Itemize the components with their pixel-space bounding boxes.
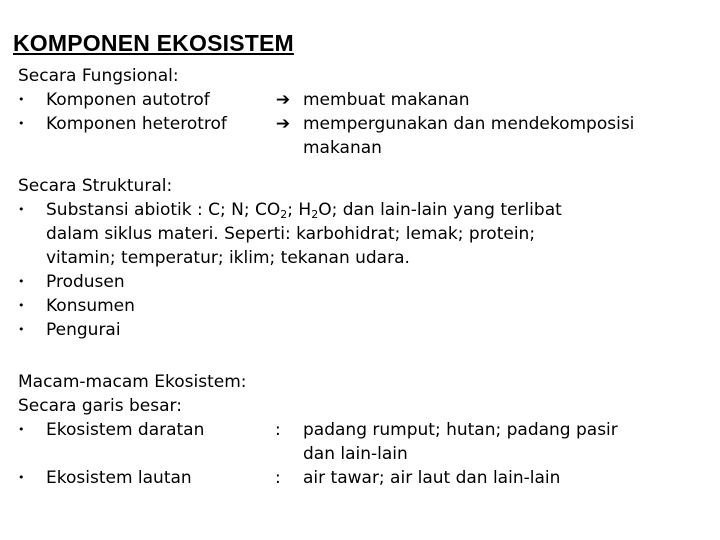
- section-heading: Macam-macam Ekosistem:: [18, 372, 247, 392]
- subscript: 2: [280, 208, 288, 221]
- item-description-line2: makanan: [303, 138, 382, 158]
- list-item-pengurai: [18, 318, 708, 342]
- item-label: Konsumen: [46, 296, 135, 316]
- item-label: Komponen autotrof: [46, 90, 210, 110]
- slide-title: KOMPONEN EKOSISTEM: [13, 30, 294, 56]
- item-label: Komponen heterotrof: [46, 114, 227, 134]
- abiotik-line2: dalam siklus materi. Seperti: karbohidrat; lemak; protein;: [46, 224, 536, 244]
- abiotik-text-mid: ; H: [287, 200, 312, 220]
- list-item-abiotik: [18, 198, 708, 222]
- section-struktural: [18, 174, 708, 342]
- list-item-lautan: [18, 466, 708, 490]
- bullet-icon: •: [18, 323, 25, 336]
- bullet-icon: •: [18, 275, 25, 288]
- item-label: Pengurai: [46, 320, 121, 340]
- separator-colon: :: [275, 468, 281, 488]
- bullet-icon: •: [18, 203, 25, 216]
- subscript: 2: [311, 208, 319, 221]
- bullet-icon: •: [18, 471, 25, 484]
- bullet-icon: •: [18, 423, 25, 436]
- list-item-konsumen: [18, 294, 708, 318]
- item-label: Produsen: [46, 272, 125, 292]
- abiotik-continuation: [18, 246, 708, 270]
- bullet-icon: •: [18, 299, 25, 312]
- section-heading: Secara Fungsional:: [18, 66, 179, 86]
- item-description: membuat makanan: [303, 90, 470, 110]
- list-item-produsen: [18, 270, 708, 294]
- bullet-icon: •: [18, 117, 25, 130]
- abiotik-continuation: [18, 222, 708, 246]
- arrow-right-icon: ➔: [275, 90, 291, 110]
- item-label: Ekosistem daratan: [46, 420, 205, 440]
- item-value: padang rumput; hutan; padang pasir: [303, 420, 618, 440]
- abiotik-text-pre: Substansi abiotik : C; N; CO: [46, 200, 281, 220]
- item-description: mempergunakan dan mendekomposisi: [303, 114, 635, 134]
- separator-colon: :: [275, 420, 281, 440]
- abiotik-text-post: O; dan lain-lain yang terlibat: [318, 200, 562, 220]
- item-label: Ekosistem lautan: [46, 468, 192, 488]
- section-fungsional: [18, 64, 708, 160]
- item-label: [46, 198, 562, 222]
- item-value-continuation: [18, 442, 708, 466]
- list-item-daratan: [18, 418, 708, 442]
- list-item-autotrof: [18, 88, 708, 112]
- section-heading: Secara Struktural:: [18, 176, 173, 196]
- section-macam-ekosistem: [18, 370, 708, 490]
- item-description-continuation: [18, 136, 708, 160]
- item-value-line2: dan lain-lain: [303, 444, 408, 464]
- arrow-right-icon: ➔: [275, 114, 291, 134]
- section-subheading: Secara garis besar:: [18, 396, 182, 416]
- bullet-icon: •: [18, 93, 25, 106]
- list-item-heterotrof: [18, 112, 708, 136]
- item-value: air tawar; air laut dan lain-lain: [303, 468, 561, 488]
- abiotik-line3: vitamin; temperatur; iklim; tekanan udara.: [46, 248, 410, 268]
